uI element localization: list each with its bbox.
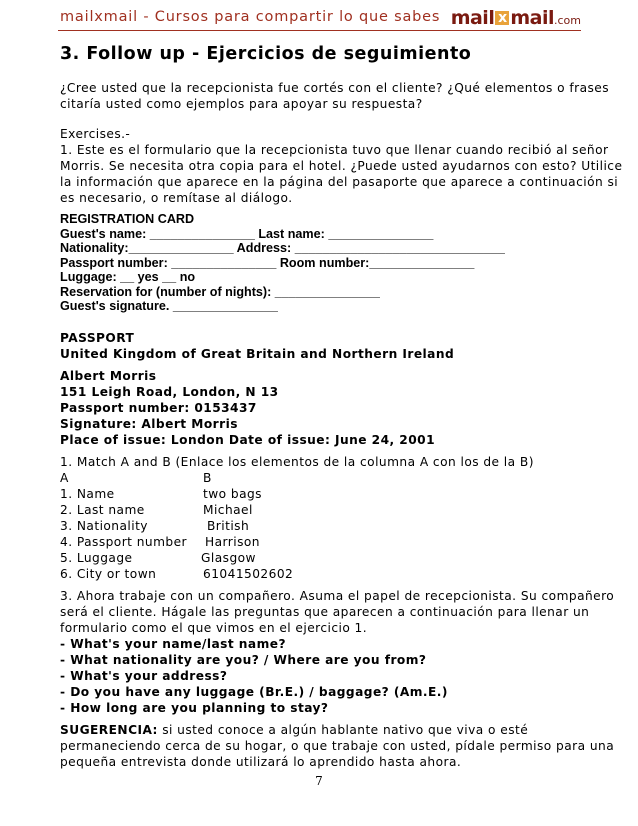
question-line: - What's your address? <box>60 668 228 683</box>
pair-work-exercise <box>60 588 615 716</box>
match-row <box>60 550 585 566</box>
logo-mail-2: mail <box>510 7 554 29</box>
form-line: Reservation for (number of nights): _______________ <box>60 284 380 299</box>
passport-header <box>60 330 585 362</box>
match-row <box>60 518 585 534</box>
form-line: Guest's name: _______________ Last name: _______________ <box>60 226 434 241</box>
suggestion-first-line-text: si usted conoce a algún hablante nativo que viva o esté <box>157 722 529 737</box>
question-line: - What's your name/last name? <box>60 636 286 651</box>
text-line: 1. Este es el formulario que la recepcionista tuvo que llenar cuando recibió al señor <box>60 143 609 157</box>
match-row <box>60 534 585 550</box>
passport-line: Passport number: 0153437 <box>60 400 257 415</box>
logo-mail-1: mail <box>450 7 495 29</box>
logo-x-icon: x <box>495 11 509 25</box>
page-content <box>60 44 623 778</box>
passport-line: Albert Morris <box>60 368 157 383</box>
match-a-item: 2. Last name <box>60 502 145 517</box>
page-number: 7 <box>315 774 323 788</box>
passport-line: 151 Leigh Road, London, N 13 <box>60 384 279 399</box>
match-a-item: 1. Name <box>60 486 115 501</box>
exercises-paragraph <box>60 126 623 206</box>
logo-com: .com <box>554 14 581 27</box>
match-header-row <box>60 470 585 486</box>
mailxmail-logo <box>451 7 581 29</box>
match-row <box>60 486 585 502</box>
page-header <box>58 4 581 30</box>
passport-country: United Kingdom of Great Britain and Northern Ireland <box>60 346 455 361</box>
match-instruction: 1. Match A and B (Enlace los elementos de la columna A con los de la B) <box>60 454 534 469</box>
registration-card-title: REGISTRATION CARD <box>60 212 195 226</box>
suggestion-paragraph <box>60 722 615 770</box>
match-a-item: 4. Passport number <box>60 534 187 549</box>
page-title: 3. Follow up - Ejercicios de seguimiento <box>60 44 472 64</box>
form-line: Passport number: _______________ Room number:_______________ <box>60 255 475 270</box>
text-line: permaneciendo cerca de su hogar, o que trabaje con usted, pídale permiso para una <box>60 738 615 753</box>
text-line: será el cliente. Hágale las preguntas que aparecen a continuación para llenar un <box>60 604 590 619</box>
text-line: citaría usted como ejemplos para apoyar su respuesta? <box>60 97 423 111</box>
suggestion-first-line <box>60 722 585 738</box>
registration-card <box>60 212 585 314</box>
text-line: ¿Cree usted que la recepcionista fue cortés con el cliente? ¿Qué elementos o frases <box>60 81 610 95</box>
match-a-item: 6. City or town <box>60 566 157 581</box>
match-row <box>60 502 585 518</box>
match-b-item: Harrison <box>205 534 260 549</box>
question-line: - Do you have any luggage (Br.E.) / baggage? (Am.E.) <box>60 684 448 699</box>
question-line: - What nationality are you? / Where are you from? <box>60 652 427 667</box>
match-b-item: Michael <box>203 502 253 517</box>
text-line: Exercises.- <box>60 127 131 141</box>
match-b-item: 61041502602 <box>203 566 294 581</box>
passport-details <box>60 368 585 448</box>
header-divider <box>58 30 581 31</box>
passport-title: PASSPORT <box>60 330 135 345</box>
text-line: formulario como el que vimos en el ejercicio 1. <box>60 620 368 635</box>
passport-line: Place of issue: London Date of issue: June 24, 2001 <box>60 432 436 447</box>
col-a-header: A <box>60 470 69 485</box>
form-line: Guest's signature. _______________ <box>60 299 278 313</box>
text-line: 3. Ahora trabaje con un compañero. Asuma el papel de recepcionista. Su compañero <box>60 588 615 603</box>
match-a-item: 5. Luggage <box>60 550 133 565</box>
col-b-header: B <box>203 470 212 485</box>
match-a-item: 3. Nationality <box>60 518 148 533</box>
text-line: es necesario, o remítase al diálogo. <box>60 191 293 205</box>
match-row <box>60 566 585 582</box>
match-exercise <box>60 454 585 582</box>
passport-line: Signature: Albert Morris <box>60 416 238 431</box>
text-line: Morris. Se necesita otra copia para el hotel. ¿Puede usted ayudarnos con esto? Utilice <box>60 159 623 173</box>
match-b-item: Glasgow <box>201 550 256 565</box>
form-line: Luggage: __ yes __ no <box>60 270 196 284</box>
text-line: pequeña entrevista donde utilizará lo aprendido hasta ahora. <box>60 754 462 769</box>
suggestion-label: SUGERENCIA: <box>60 722 158 737</box>
question-line: - How long are you planning to stay? <box>60 700 329 715</box>
match-b-item: two bags <box>203 486 262 501</box>
form-line: Nationality:_______________ Address: ______________________________ <box>60 241 505 255</box>
intro-paragraph <box>60 80 610 112</box>
header-title: mailxmail - Cursos para compartir lo que sabes <box>60 9 441 25</box>
match-b-item: British <box>207 518 250 533</box>
text-line: la información que aparece en la página del pasaporte que aparece a continuación si <box>60 175 619 189</box>
